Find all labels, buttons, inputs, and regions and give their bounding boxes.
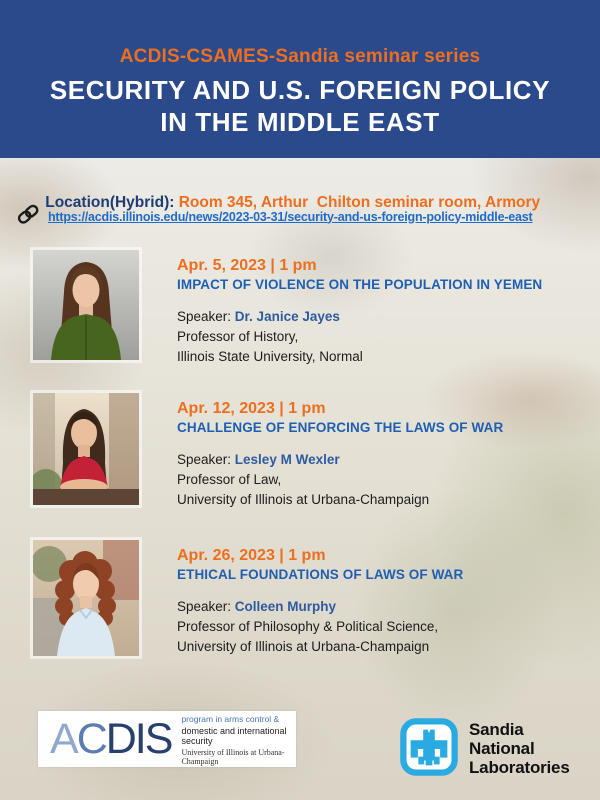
acdis-university: University of Illinois at Urbana-Champaign (181, 748, 285, 766)
event-link[interactable]: https://acdis.illinois.edu/news/2023-03-31/security-and-us-foreign-policy-middle-east (48, 209, 533, 224)
session-title: ETHICAL FOUNDATIONS OF LAWS OF WAR (177, 567, 464, 582)
sandia-thunderbird-icon (400, 718, 458, 781)
speaker-affiliation: University of Illinois at Urbana-Champaign (177, 492, 430, 507)
sandia-logo (400, 718, 570, 781)
poster-title (0, 74, 600, 138)
session-title: IMPACT OF VIOLENCE ON THE POPULATION IN YEMEN (177, 277, 543, 292)
janice-jayes-portrait (33, 250, 139, 360)
session-date: Apr. 12, 2023 | 1 pm (177, 400, 326, 417)
session-date: Apr. 26, 2023 | 1 pm (177, 547, 326, 564)
chain-link-icon (16, 201, 40, 232)
speaker-line (177, 450, 573, 470)
acdis-letter-c: C (76, 714, 106, 763)
acdis-letters-dis: DIS (105, 714, 172, 763)
speaker-label: Speaker: (177, 599, 235, 614)
speaker-line (177, 597, 573, 617)
speaker-role: Professor of History, (177, 329, 299, 344)
location-value: Room 345, Arthur Chilton seminar room, Armory (178, 194, 541, 211)
speaker-role: Professor of Philosophy & Political Science, (177, 619, 439, 634)
sandia-line3: Laboratories (469, 758, 570, 777)
acdis-letter-a: A (50, 714, 77, 763)
session-2-info (177, 399, 573, 510)
acdis-tagline-1: program in arms control & (181, 714, 280, 724)
speaker-affiliation: Illinois State University, Normal (177, 349, 363, 364)
acdis-tagline-2: domestic and international security (181, 726, 287, 746)
poster-header (0, 0, 600, 158)
speaker-role: Professor of Law, (177, 472, 282, 487)
acdis-logo (38, 711, 296, 767)
session-date: Apr. 5, 2023 | 1 pm (177, 257, 317, 274)
event-link-row (16, 201, 586, 232)
session-3-info (177, 546, 573, 657)
speaker-name: Colleen Murphy (234, 599, 337, 614)
speaker-line (177, 307, 573, 327)
acdis-wordmark (50, 714, 172, 763)
session-title: CHALLENGE OF ENFORCING THE LAWS OF WAR (177, 420, 504, 435)
lesley-wexler-portrait (33, 393, 139, 505)
acdis-taglines (181, 712, 296, 766)
session-1-info (177, 256, 573, 367)
sandia-line2: National (469, 739, 535, 758)
colleen-murphy-portrait (33, 540, 139, 656)
sandia-line1: Sandia (469, 720, 524, 739)
sandia-wordmark (469, 718, 570, 777)
speaker-name: Lesley M Wexler (234, 452, 340, 467)
speaker-name: Dr. Janice Jayes (234, 309, 340, 324)
speaker-affiliation: University of Illinois at Urbana-Champaign (177, 639, 430, 654)
speaker-label: Speaker: (177, 309, 235, 324)
poster-title-line2: IN THE MIDDLE EAST (160, 107, 440, 137)
location-label: Location(Hybrid): (45, 194, 179, 211)
speaker-label: Speaker: (177, 452, 235, 467)
poster-title-line1: SECURITY AND U.S. FOREIGN POLICY (49, 75, 551, 105)
series-subtitle: ACDIS-CSAMES-Sandia seminar series (119, 46, 481, 67)
